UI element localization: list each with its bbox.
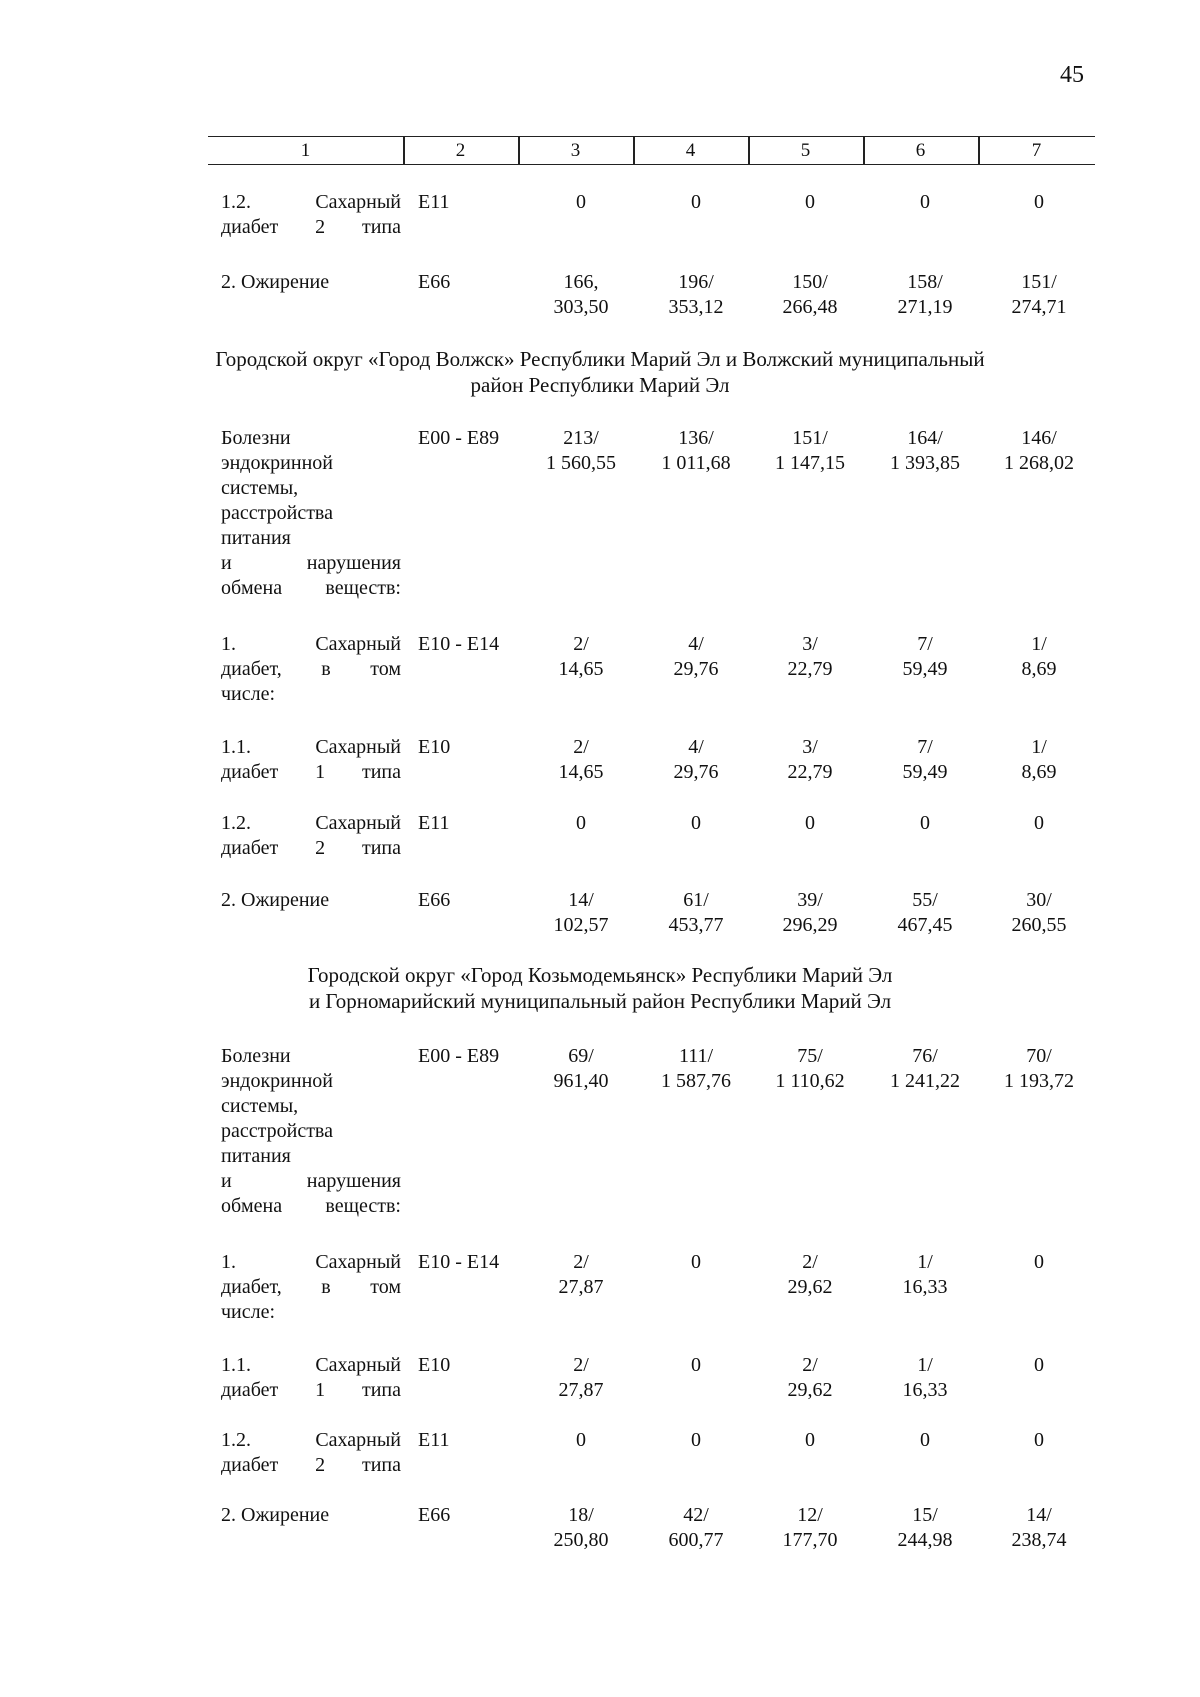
value-line: 15/ (912, 1504, 938, 1526)
row-label (221, 190, 401, 240)
row-label-line: питания (221, 1145, 291, 1167)
row-label (221, 1503, 401, 1528)
column-divider (978, 137, 980, 164)
value-line: 1 587,76 (661, 1070, 731, 1092)
value-line: 0 (691, 1429, 701, 1451)
value-line: 0 (576, 812, 586, 834)
value-cell-col-7 (984, 632, 1094, 682)
row-label-line: числе: (221, 683, 276, 705)
value-line: 250,80 (553, 1529, 609, 1551)
column-header-2: 2 (455, 140, 466, 161)
icd-code: E00 - E89 (418, 427, 500, 449)
value-line: 213/ (563, 427, 599, 449)
column-header-6: 6 (915, 140, 926, 161)
value-cell-col-6 (870, 270, 980, 320)
row-label (221, 1428, 401, 1478)
value-cell-col-5 (755, 270, 865, 320)
icd-code: E11 (418, 191, 450, 213)
value-line: 75/ (797, 1045, 823, 1067)
value-cell-col-7 (984, 426, 1094, 476)
value-line: 260,55 (1011, 914, 1067, 936)
icd-code: E10 - E14 (418, 633, 500, 655)
row-label-line: диабет, в том (221, 1276, 401, 1298)
value-line: 238,74 (1011, 1529, 1067, 1551)
row-label-line: 1.1. Сахарный (221, 1354, 401, 1376)
value-cell-col-5 (755, 1353, 865, 1403)
value-line: 22,79 (787, 761, 833, 783)
column-divider (403, 137, 405, 164)
value-line: 150/ (792, 271, 828, 293)
value-line: 2/ (802, 1251, 818, 1273)
value-cell-col-3 (526, 888, 636, 938)
value-line: 7/ (917, 633, 933, 655)
value-line: 244,98 (897, 1529, 953, 1551)
value-line: 29,62 (787, 1276, 833, 1298)
value-line: 296,29 (782, 914, 838, 936)
column-header-4: 4 (685, 140, 696, 161)
section-title-line: и Горномарийский муниципальный район Республики Марий Эл (308, 989, 892, 1013)
value-line: 0 (576, 1429, 586, 1451)
value-cell-col-7 (984, 1250, 1094, 1275)
value-line: 0 (805, 812, 815, 834)
value-cell-col-4 (641, 1044, 751, 1094)
row-label-line: диабет 2 типа (221, 837, 401, 859)
row-label (221, 632, 401, 707)
column-header-3: 3 (570, 140, 581, 161)
section-title (0, 962, 1200, 1014)
row-label (221, 811, 401, 861)
value-line: 2/ (573, 1354, 589, 1376)
value-cell-col-3 (526, 632, 636, 682)
column-divider (863, 137, 865, 164)
value-line: 177,70 (782, 1529, 838, 1551)
value-line: 29,76 (673, 658, 719, 680)
value-cell-col-3 (526, 190, 636, 215)
value-cell-col-7 (984, 1428, 1094, 1453)
value-cell-col-5 (755, 735, 865, 785)
value-line: 0 (805, 1429, 815, 1451)
icd-code: E66 (418, 889, 451, 911)
value-cell-col-6 (870, 426, 980, 476)
value-cell-col-7 (984, 735, 1094, 785)
value-line: 600,77 (668, 1529, 724, 1551)
value-line: 14/ (1026, 1504, 1052, 1526)
column-header-5: 5 (800, 140, 811, 161)
value-cell-col-5 (755, 1250, 865, 1300)
value-cell-col-6 (870, 1503, 980, 1553)
icd-code: E00 - E89 (418, 1045, 500, 1067)
value-cell-col-4 (641, 888, 751, 938)
value-cell-col-5 (755, 190, 865, 215)
row-label-line: Болезни (221, 427, 291, 449)
value-cell-col-4 (641, 1250, 751, 1275)
value-cell-col-5 (755, 811, 865, 836)
section-title-line: Городской округ «Город Волжск» Республики Марий Эл и Волжский муниципальный (215, 347, 985, 371)
value-line: 0 (1034, 1354, 1044, 1376)
value-cell-col-7 (984, 190, 1094, 215)
value-line: 55/ (912, 889, 938, 911)
value-line: 16,33 (902, 1379, 948, 1401)
row-label-line: числе: (221, 1301, 276, 1323)
row-label-line: 1. Сахарный (221, 1251, 401, 1273)
value-cell-col-7 (984, 888, 1094, 938)
value-line: 111/ (678, 1045, 714, 1067)
column-divider (518, 137, 520, 164)
value-cell-col-4 (641, 426, 751, 476)
column-divider (633, 137, 635, 164)
value-line: 4/ (688, 736, 704, 758)
section-title (0, 346, 1200, 398)
value-line: 70/ (1026, 1045, 1052, 1067)
row-label-line: и нарушения (221, 1170, 401, 1192)
row-label-line: диабет 1 типа (221, 1379, 401, 1401)
icd-code: E10 (418, 736, 451, 758)
value-line: 3/ (802, 736, 818, 758)
row-label-line: системы, (221, 477, 299, 499)
value-line: 14/ (568, 889, 594, 911)
value-line: 8,69 (1021, 658, 1057, 680)
row-label-line: диабет 1 типа (221, 761, 401, 783)
row-label-line: 2. Ожирение (221, 271, 330, 293)
value-line: 1 011,68 (661, 452, 731, 474)
row-label-line: системы, (221, 1095, 299, 1117)
value-line: 0 (920, 1429, 930, 1451)
value-line: 0 (805, 191, 815, 213)
value-cell-col-5 (755, 1044, 865, 1094)
value-line: 30/ (1026, 889, 1052, 911)
value-cell-col-3 (526, 811, 636, 836)
value-line: 1 193,72 (1004, 1070, 1074, 1092)
value-cell-col-7 (984, 1044, 1094, 1094)
value-cell-col-6 (870, 811, 980, 836)
value-line: 1 110,62 (775, 1070, 845, 1092)
value-line: 1 147,15 (775, 452, 845, 474)
column-header-1: 1 (300, 140, 311, 161)
row-label-line: обмена веществ: (221, 577, 401, 599)
value-line: 8,69 (1021, 761, 1057, 783)
section-title-line: район Республики Марий Эл (470, 373, 730, 397)
row-label (221, 1250, 401, 1325)
value-line: 0 (920, 191, 930, 213)
row-label-line: 1.2. Сахарный (221, 191, 401, 213)
row-label-line: эндокринной (221, 452, 333, 474)
value-line: 0 (1034, 1251, 1044, 1273)
value-line: 453,77 (668, 914, 724, 936)
value-cell-col-3 (526, 1353, 636, 1403)
column-divider (748, 137, 750, 164)
value-cell-col-3 (526, 426, 636, 476)
value-cell-col-4 (641, 1503, 751, 1553)
value-line: 271,19 (897, 296, 953, 318)
value-line: 22,79 (787, 658, 833, 680)
row-label-line: 1.1. Сахарный (221, 736, 401, 758)
row-label (221, 1353, 401, 1403)
value-line: 303,50 (553, 296, 609, 318)
value-line: 196/ (678, 271, 714, 293)
value-cell-col-6 (870, 1428, 980, 1453)
section-title-line: Городской округ «Город Козьмодемьянск» Республики Марий Эл (307, 963, 893, 987)
value-line: 467,45 (897, 914, 953, 936)
value-line: 76/ (912, 1045, 938, 1067)
value-line: 59,49 (902, 761, 948, 783)
value-line: 4/ (688, 633, 704, 655)
value-line: 1/ (917, 1354, 933, 1376)
value-line: 27,87 (558, 1276, 604, 1298)
value-line: 12/ (797, 1504, 823, 1526)
value-cell-col-4 (641, 190, 751, 215)
row-label-line: 1.2. Сахарный (221, 812, 401, 834)
value-line: 18/ (568, 1504, 594, 1526)
icd-code: E11 (418, 1429, 450, 1451)
value-line: 266,48 (782, 296, 838, 318)
value-cell-col-7 (984, 811, 1094, 836)
value-line: 0 (920, 812, 930, 834)
value-line: 2/ (802, 1354, 818, 1376)
row-label (221, 1044, 401, 1219)
value-line: 0 (1034, 1429, 1044, 1451)
row-label-line: 1.2. Сахарный (221, 1429, 401, 1451)
value-cell-col-3 (526, 270, 636, 320)
value-cell-col-7 (984, 1353, 1094, 1378)
value-line: 1/ (1031, 736, 1047, 758)
value-line: 151/ (1021, 271, 1057, 293)
value-line: 1 241,22 (890, 1070, 960, 1092)
value-line: 7/ (917, 736, 933, 758)
row-label-line: обмена веществ: (221, 1195, 401, 1217)
row-label-line: 2. Ожирение (221, 889, 330, 911)
value-line: 0 (1034, 812, 1044, 834)
table-header-row (208, 136, 1095, 165)
icd-code: E10 - E14 (418, 1251, 500, 1273)
icd-code: E66 (418, 271, 451, 293)
icd-code: E66 (418, 1504, 451, 1526)
value-line: 14,65 (558, 761, 604, 783)
value-cell-col-4 (641, 1353, 751, 1378)
value-line: 29,76 (673, 761, 719, 783)
value-cell-col-6 (870, 1250, 980, 1300)
value-line: 61/ (683, 889, 709, 911)
value-cell-col-6 (870, 1044, 980, 1094)
value-cell-col-3 (526, 1503, 636, 1553)
value-cell-col-6 (870, 735, 980, 785)
value-cell-col-7 (984, 1503, 1094, 1553)
value-line: 59,49 (902, 658, 948, 680)
value-cell-col-4 (641, 632, 751, 682)
value-cell-col-5 (755, 426, 865, 476)
value-line: 0 (691, 812, 701, 834)
value-cell-col-5 (755, 632, 865, 682)
value-line: 102,57 (553, 914, 609, 936)
row-label (221, 270, 401, 295)
row-label (221, 735, 401, 785)
value-line: 29,62 (787, 1379, 833, 1401)
value-line: 0 (576, 191, 586, 213)
value-line: 16,33 (902, 1276, 948, 1298)
value-cell-col-3 (526, 1428, 636, 1453)
value-line: 274,71 (1011, 296, 1067, 318)
icd-code: E11 (418, 812, 450, 834)
value-cell-col-5 (755, 1428, 865, 1453)
row-label-line: Болезни (221, 1045, 291, 1067)
row-label-line: расстройства (221, 502, 333, 524)
row-label-line: 2. Ожирение (221, 1504, 330, 1526)
value-cell-col-4 (641, 270, 751, 320)
value-line: 1/ (1031, 633, 1047, 655)
value-line: 1 393,85 (890, 452, 960, 474)
value-line: 0 (691, 1251, 701, 1273)
value-line: 2/ (573, 1251, 589, 1273)
value-line: 0 (691, 191, 701, 213)
icd-code: E10 (418, 1354, 451, 1376)
row-label-line: диабет, в том (221, 658, 401, 680)
value-line: 39/ (797, 889, 823, 911)
row-label (221, 888, 401, 913)
value-line: 1 560,55 (546, 452, 616, 474)
value-cell-col-4 (641, 735, 751, 785)
value-cell-col-6 (870, 190, 980, 215)
row-label-line: и нарушения (221, 552, 401, 574)
value-line: 42/ (683, 1504, 709, 1526)
value-cell-col-6 (870, 888, 980, 938)
page-number: 45 (1060, 62, 1084, 88)
value-line: 0 (1034, 191, 1044, 213)
value-line: 961,40 (553, 1070, 609, 1092)
value-line: 1 268,02 (1004, 452, 1074, 474)
value-cell-col-3 (526, 735, 636, 785)
value-cell-col-5 (755, 888, 865, 938)
value-cell-col-3 (526, 1044, 636, 1094)
value-cell-col-3 (526, 1250, 636, 1300)
value-cell-col-6 (870, 632, 980, 682)
value-line: 0 (691, 1354, 701, 1376)
row-label-line: эндокринной (221, 1070, 333, 1092)
value-line: 158/ (907, 271, 943, 293)
value-cell-col-5 (755, 1503, 865, 1553)
value-line: 166, (563, 271, 599, 293)
row-label-line: диабет 2 типа (221, 216, 401, 238)
value-line: 146/ (1021, 427, 1057, 449)
value-line: 3/ (802, 633, 818, 655)
value-line: 164/ (907, 427, 943, 449)
row-label-line: 1. Сахарный (221, 633, 401, 655)
value-cell-col-4 (641, 1428, 751, 1453)
value-line: 136/ (678, 427, 714, 449)
row-label-line: питания (221, 527, 291, 549)
value-cell-col-6 (870, 1353, 980, 1403)
column-header-7: 7 (1031, 140, 1042, 161)
row-label (221, 426, 401, 601)
value-line: 151/ (792, 427, 828, 449)
value-line: 353,12 (668, 296, 724, 318)
value-line: 27,87 (558, 1379, 604, 1401)
value-line: 2/ (573, 736, 589, 758)
row-label-line: диабет 2 типа (221, 1454, 401, 1476)
value-line: 14,65 (558, 658, 604, 680)
value-cell-col-7 (984, 270, 1094, 320)
value-line: 69/ (568, 1045, 594, 1067)
row-label-line: расстройства (221, 1120, 333, 1142)
value-cell-col-4 (641, 811, 751, 836)
value-line: 2/ (573, 633, 589, 655)
value-line: 1/ (917, 1251, 933, 1273)
